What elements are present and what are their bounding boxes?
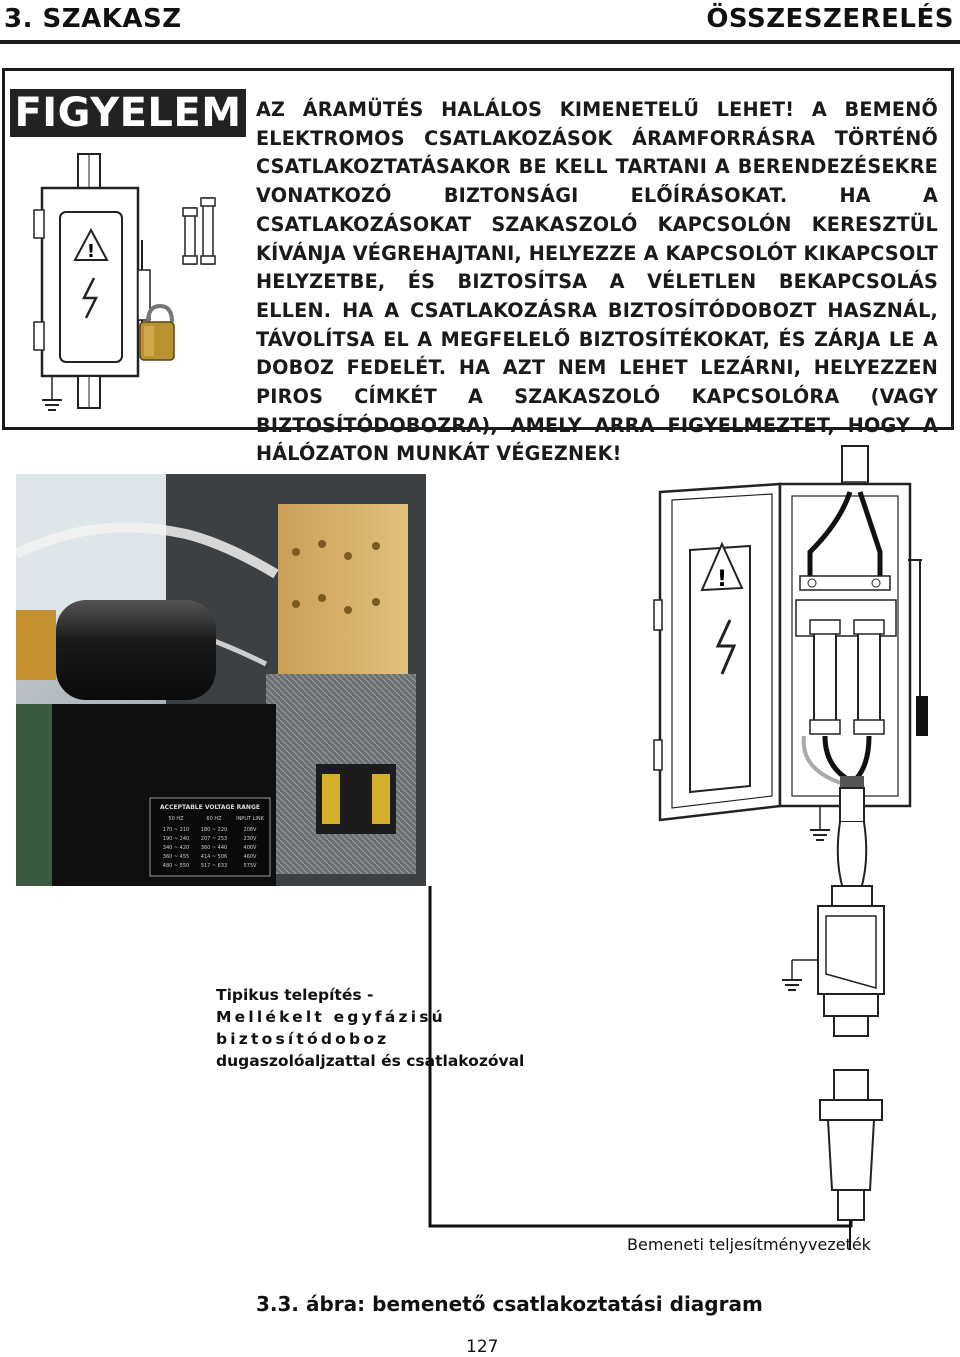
- voltage-cell: 517 ~ 633: [200, 863, 228, 869]
- figure-title: 3.3. ábra: bemenető csatlakoztatási diagram: [256, 1292, 763, 1316]
- section-title: ÖSSZESZERELÉS: [706, 4, 954, 34]
- brass-fitting: [16, 610, 56, 680]
- plug: [820, 1100, 882, 1120]
- voltage-cell: 208V: [243, 827, 257, 833]
- caption-line-3: dugaszolóaljzattal és csatlakozóval: [216, 1052, 525, 1070]
- voltage-col-60hz: 60 HZ: [206, 816, 222, 822]
- machine-interior-photo: [16, 474, 426, 886]
- voltage-cell: 340 ~ 420: [162, 845, 190, 851]
- warning-text: AZ ÁRAMÜTÉS HALÁLOS KIMENETELŰ LEHET! A BEMENŐ ELEKTROMOS CSATLAKOZÁSOK ÁRAMFORRÁSRA TÖRTÉNŐ CSATLAKOZTATÁSAKOR BE KELL TARTANI A BERENDEZÉSEKRE VONATKOZÓ BIZTONSÁGI ELŐÍRÁSOKAT. HA A CSATLAKOZÁSOKAT SZAKASZOLÓ KAPCSOLÓN KERESZTÜL KÍVÁNJA VÉGREHAJTANI, HELYEZZE A KAPCSOLÓT KIKAPCSOLT HELYZETBE, ÉS BIZTOSÍTSA A VÉLETLEN BEKAPCSOLÁS ELLEN. HA A CSATLAKOZÁSRA BIZTOSÍTÓDOBOZT HASZNÁL, TÁVOLÍTSA EL A MEGFELELŐ BIZTOSÍTÉKOKAT, ÉS ZÁRJA LE A DOBOZ FEDELÉT. HA AZT NEM LEHET LEZÁRNI, HELYEZZEN PIROS CÍMKÉT A SZAKASZOLÓ KAPCSOLÓRA (VAGY BIZTOSÍTÓDOBOZRA), AMELY ARRA FIGYELMEZTET, HOGY A HÁLÓZATON MUNKÁT VÉGEZNEK!: [256, 98, 938, 466]
- installation-caption: [216, 984, 596, 1072]
- voltage-cell: 170 ~ 210: [162, 827, 190, 833]
- voltage-cell: 207 ~ 253: [200, 836, 228, 842]
- svg-text:!: !: [86, 241, 96, 262]
- voltage-cell: 360 ~ 440: [200, 845, 228, 851]
- voltage-cell: 460V: [243, 854, 257, 860]
- voltage-cell: 400V: [243, 845, 257, 851]
- connection-diagram: [420, 440, 940, 1270]
- voltage-cell: 575V: [243, 863, 257, 869]
- voltage-col-link: INPUT LINK: [236, 816, 264, 822]
- terminal-board: [278, 504, 408, 684]
- svg-text:!: !: [716, 567, 728, 592]
- voltage-cell: 230V: [243, 836, 257, 842]
- voltage-label-title: ACCEPTABLE VOLTAGE RANGE: [160, 804, 260, 811]
- caption-line-1: Tipikus telepítés -: [216, 986, 374, 1004]
- padlock-icon: [148, 306, 172, 322]
- locked-switch-illustration: [30, 150, 240, 420]
- caption-line-2: Mellékelt egyfázisú biztosítódoboz: [216, 1008, 446, 1048]
- page-number: 127: [466, 1337, 499, 1357]
- fan-motor: [56, 600, 216, 700]
- voltage-cell: 480 ~ 550: [162, 863, 190, 869]
- header-divider: [0, 40, 960, 44]
- voltage-cell: 180 ~ 220: [200, 827, 228, 833]
- voltage-cell: 360 ~ 455: [162, 854, 190, 860]
- section-number: 3. SZAKASZ: [4, 4, 182, 34]
- receptacle: [832, 886, 872, 906]
- voltage-cell: 190 ~ 240: [162, 836, 190, 842]
- switch-handle: [916, 696, 928, 736]
- voltage-col-50hz: 50 HZ: [168, 816, 184, 822]
- input-cable-label: Bemeneti teljesítményvezeték: [627, 1235, 871, 1254]
- warning-label: FIGYELEM: [10, 89, 246, 137]
- voltage-cell: 414 ~ 506: [200, 854, 228, 860]
